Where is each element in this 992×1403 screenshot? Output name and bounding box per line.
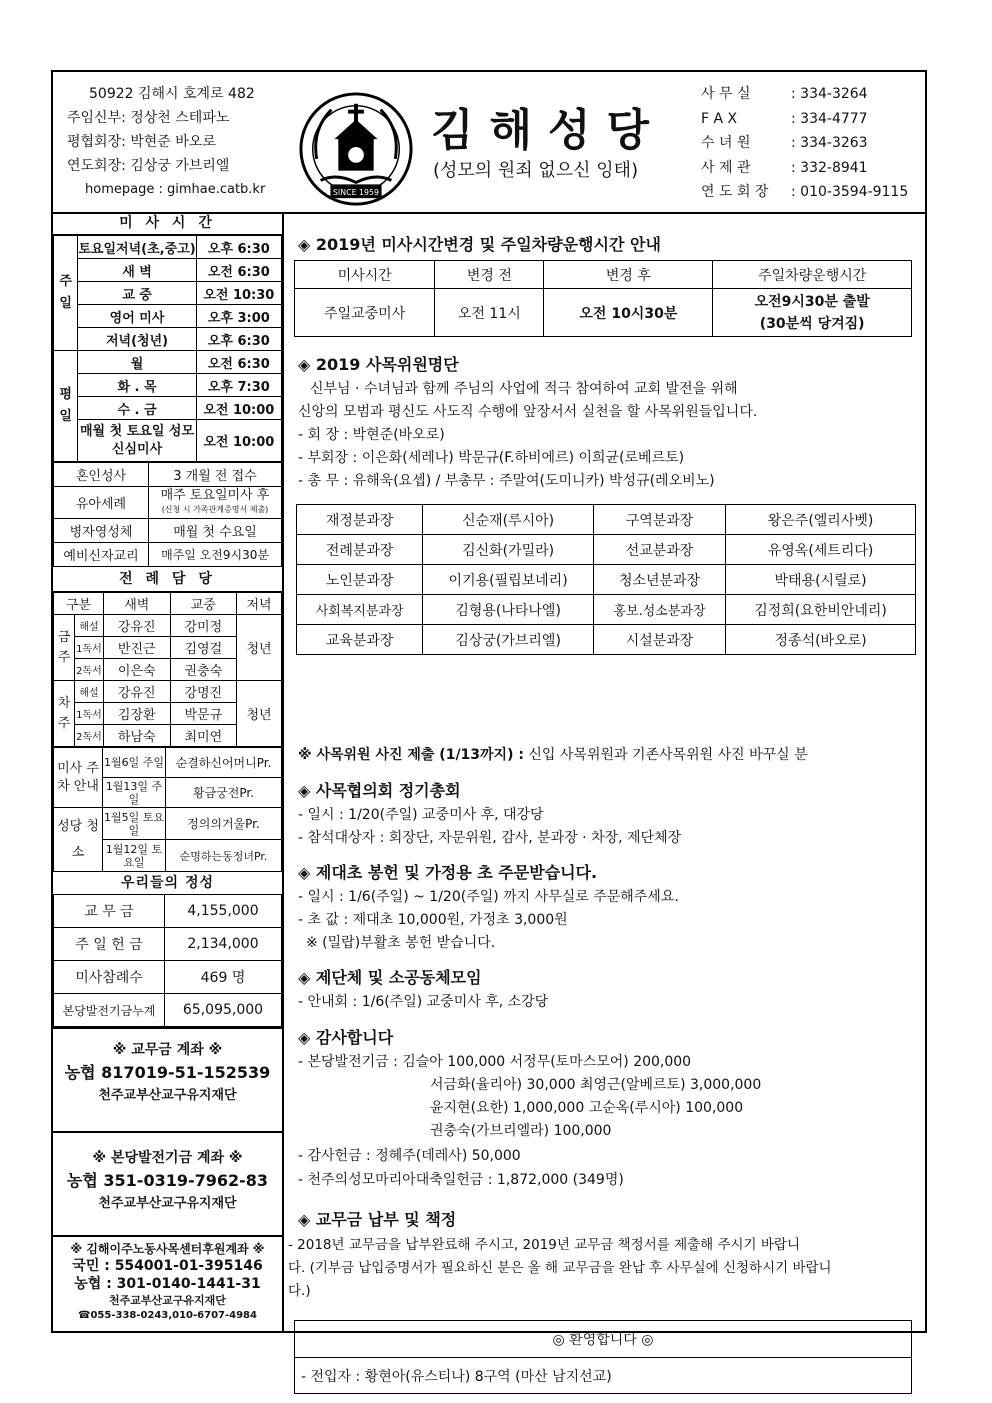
offering-table [53,894,282,1027]
duty-group: 정의의거울Pr. [166,808,282,840]
paragraph: - 2018년 교무금을 납부완료해 주시고, 2019년 교무금 책정서를 제출해 주시기 바랍니 [288,1237,801,1253]
paragraph: 다.) [288,1283,311,1299]
duty-group: 순명하는동정녀Pr. [166,840,282,872]
mass-name: 화 . 목 [78,374,196,397]
contact-value: : 010-3594-9115 [791,184,909,200]
paragraph: - 총 무 : 유해욱(요셉) / 부총무 : 주말여(도미니카) 박성규(레오비노) [298,473,715,489]
mass-name: 교 중 [78,282,196,305]
liturgy-head: 새벽 [104,593,171,615]
sacrament-value: 3 개월 전 접수 [149,463,282,487]
contact-row [701,107,908,132]
account-title: ※ 본당발전기금 계좌 ※ [92,1150,243,1166]
account-owner: 천주교부산교구유지재단 [109,1294,226,1307]
liturgy-person: 강유진 [104,681,171,703]
contact-list [701,82,908,205]
liturgy-person: 이은숙 [104,659,171,681]
table-cell: 오전9시30분 출발 [754,293,870,310]
liturgy-evening: 청년 [237,615,282,681]
offering-value: 2,134,000 [165,928,282,961]
paragraph: - 일시 : 1/6(주일) ~ 1/20(주일) 까지 사무실로 주문해주세요. [298,889,679,905]
sacrament-value: 매주일 오전9시30분 [149,543,282,567]
paragraph: - 천주의성모마리아대축일헌금 : 1,872,000 (349명) [298,1172,624,1188]
liturgy-role: 해설 [75,681,104,703]
parish-address: 50922 김해시 호계로 482 [89,86,255,102]
section-title: ◈ 2019 사목위원명단 [298,355,459,374]
liturgy-person: 박문규 [170,703,237,725]
liturgy-role: 1독서 [75,703,104,725]
duty-group: 황금궁전Pr. [166,778,282,808]
duty-date: 1월13일 주일 [103,778,166,808]
paragraph: - 부회장 : 이은화(세레나) 박문규(F.하비에르) 이희균(로베르토) [298,450,685,466]
liturgy-evening: 청년 [237,681,282,747]
mass-time: 오전 10:00 [196,420,281,462]
paragraph: - 회 장 : 박현준(바오로) [298,427,445,443]
liturgy-person: 권충숙 [170,659,237,681]
paragraph: 다. (기부금 납입증명서가 필요하신 분은 올 해 교무금을 완납 후 사무실에 신청하시기 바랍니 [288,1260,832,1276]
duty-date: 1월5일 토요일 [103,808,166,840]
account-box-dues [53,1027,282,1131]
contact-value: : 334-4777 [791,110,868,127]
table-cell: 교육분과장 [297,625,423,655]
parish-info [67,82,265,202]
liturgy-role: 2독서 [75,725,104,747]
bulletin-header [53,72,925,214]
sacrament-name: 병자영성체 [54,519,149,543]
table-cell: 노인분과장 [297,565,423,595]
parish-pastor: 주임신부: 정상천 스테파노 [67,110,230,126]
section-title: ◈ 제대초 봉헌 및 가정용 초 주문받습니다. [298,863,598,882]
contact-label: 연 도 회 장 [701,184,769,200]
table-cell: (30분씩 당겨짐) [759,315,865,332]
mass-name: 매월 첫 토요일 성모신심미사 [78,420,196,462]
table-cell: 오전 11시 [435,289,544,337]
sacraments-table [53,462,282,567]
parking-label: 미사 주차 안내 [54,748,103,808]
duty-table [53,747,282,872]
liturgy-head: 저녁 [237,593,282,615]
mass-name: 토요일저녁(초,중고) [78,236,196,259]
offering-value: 4,155,000 [165,895,282,928]
photo-note-text: 신입 사목위원과 기존사목위원 사진 바꾸실 분 [528,747,808,763]
table-header: 변경 전 [435,261,544,289]
table-cell: 정종석(바오로) [726,625,916,655]
contact-row [701,156,908,181]
liturgy-table [53,592,282,747]
liturgy-person: 최미연 [170,725,237,747]
bulletin-subtitle: (성모의 원죄 없으신 잉태) [433,160,639,181]
section-title: ◈ 사목협의회 정기총회 [298,781,461,800]
liturgy-role: 해설 [75,615,104,637]
parish-logo-icon [297,90,415,208]
mass-name: 저녁(청년) [78,328,196,351]
liturgy-head: 교중 [170,593,237,615]
liturgy-week: 차주 [54,681,75,747]
table-header: 주일차량운행시간 [713,261,912,289]
mass-change-table [294,260,912,337]
mass-time: 오전 10:30 [196,282,281,305]
contact-label: 사 무 실 [701,86,751,102]
account-line: 농협 : 301-0140-1441-31 [74,1276,261,1292]
bulletin-title: 김해성당 [431,105,666,156]
table-cell: 사회복지분과장 [297,595,423,625]
table-cell: 오전 10시30분 [544,289,713,337]
offering-name: 본당발전기금누계 [54,994,165,1027]
mass-time: 오후 3:00 [196,305,281,328]
offering-value: 469 명 [165,961,282,994]
parish-homepage: homepage : gimhae.catb.kr [85,182,266,197]
mass-time: 오후 7:30 [196,374,281,397]
contact-value: : 334-3264 [791,86,868,102]
liturgy-role: 2독서 [75,659,104,681]
account-phone: ☎055-338-0243,010-6707-4984 [78,1310,257,1321]
liturgy-person: 김장환 [104,703,171,725]
sacrament-name: 유아세례 [54,487,149,519]
section-title: ◈ 감사합니다 [298,1028,394,1047]
table-cell: 왕은주(엘리사벳) [726,505,916,535]
liturgy-person: 강유진 [104,615,171,637]
account-title: ※ 김해이주노동사목센터후원계좌 ※ [70,1242,265,1256]
account-number: 농협 351-0319-7962-83 [66,1171,269,1190]
liturgy-person: 하남숙 [104,725,171,747]
mass-time: 오후 6:30 [196,236,281,259]
offering-value: 65,095,000 [165,994,282,1027]
paragraph: 윤지현(요한) 1,000,000 고순옥(루시아) 100,000 [430,1100,744,1116]
account-box-center [53,1235,282,1323]
paragraph: - 참석대상자 : 회장단, 자문위원, 감사, 분과장 · 차장, 제단체장 [298,830,682,846]
paragraph: 신앙의 모범과 평신도 사도직 수행에 앞장서서 실천을 할 사목위원들입니다. [298,404,758,420]
table-cell: 김상궁(가브리엘) [423,625,594,655]
welcome-title: ◎ 환영합니다 ◎ [552,1332,654,1348]
left-column [53,212,284,1331]
mass-times-title: 미 사 시 간 [53,212,282,235]
paragraph: - 감사헌금 : 정혜주(데레사) 50,000 [298,1148,521,1164]
sacrament-name: 혼인성사 [54,463,149,487]
duty-date: 1월6일 주일 [103,748,166,778]
paragraph: - 초 값 : 제대초 10,000원, 가정초 3,000원 [298,912,568,928]
table-cell: 김형용(나타나엘) [423,595,594,625]
contact-row [701,131,908,156]
liturgy-person: 반진근 [104,637,171,659]
paragraph: 신부님 · 수녀님과 함께 주님의 사업에 적극 참여하여 교회 발전을 위해 [310,381,738,397]
table-cell: 구역분과장 [593,505,725,535]
duty-date: 1월12일 토요일 [103,840,166,872]
contact-row [701,180,908,205]
parish-council: 평협회장: 박현준 바오로 [67,134,216,150]
table-cell: 재정분과장 [297,505,423,535]
table-cell: 김신화(가밀라) [423,535,594,565]
account-title: ※ 교무금 계좌 ※ [112,1042,223,1058]
contact-value: : 332-8941 [791,159,868,176]
liturgy-person: 김영걸 [170,637,237,659]
welcome-box [294,1320,912,1394]
liturgy-person: 강명진 [170,681,237,703]
paragraph: 권충숙(가브리엘라) 100,000 [430,1123,612,1139]
paragraph: ※ (밀랍)부활초 봉헌 받습니다. [306,935,496,951]
account-owner: 천주교부산교구유지재단 [98,1088,237,1103]
mass-time: 오전 6:30 [196,351,281,374]
mass-name: 영어 미사 [78,305,196,328]
paragraph: - 본당발전기금 : 김슬아 100,000 서정무(토마스모어) 200,000 [298,1054,692,1070]
mass-name: 새 벽 [78,259,196,282]
paragraph: - 일시 : 1/20(주일) 교중미사 후, 대강당 [298,807,544,823]
sacrament-name: 예비신자교리 [54,543,149,567]
mass-time: 오전 10:00 [196,397,281,420]
contact-row [701,82,908,107]
table-cell: 이기용(필립보네리) [423,565,594,595]
contact-label: 사 제 관 [701,159,751,176]
liturgy-head: 구분 [54,593,104,615]
sacrament-note: (신청 시 가족관계증명서 제출) [161,504,269,514]
committee-table [296,504,916,655]
weekday-label: 평일 [54,351,78,462]
right-column [284,212,925,1385]
mass-time: 오후 6:30 [196,328,281,351]
sacrament-value: 매주 토요일미사 후 [160,487,270,503]
mass-times-table [53,235,282,462]
logo-since: SINCE 1959 [332,188,380,198]
account-number: 농협 817019-51-152539 [64,1063,271,1082]
mass-time: 오전 6:30 [196,259,281,282]
liturgy-title: 전 례 담 당 [53,567,282,592]
table-cell: 유영옥(세트리다) [726,535,916,565]
contact-label: 수 녀 원 [701,135,751,151]
cleaning-label: 성당 청소 [54,808,103,872]
section-title: ◈ 제단체 및 소공동체모임 [298,968,482,987]
table-cell: 김정희(요한비안네리) [726,595,916,625]
offering-name: 주 일 헌 금 [54,928,165,961]
welcome-line: - 전입자 : 황현아(유스티나) 8구역 (마산 남지선교) [295,1357,911,1386]
table-cell: 선교분과장 [593,535,725,565]
offering-name: 교 무 금 [54,895,165,928]
account-box-fund [53,1131,282,1235]
section-title: ◈ 교무금 납부 및 책정 [298,1210,457,1229]
liturgy-person: 강미정 [170,615,237,637]
liturgy-role: 1독서 [75,637,104,659]
table-cell: 주일교중미사 [295,289,435,337]
table-cell: 시설분과장 [593,625,725,655]
mass-name: 수 . 금 [78,397,196,420]
photo-note-label: ※ 사목위원 사진 제출 (1/13까지) : [298,747,524,763]
bulletin-frame [51,70,927,1385]
sunday-label: 주일 [54,236,78,351]
table-cell: 전례분과장 [297,535,423,565]
sacrament-value: 매월 첫 수요일 [149,519,282,543]
account-owner: 천주교부산교구유지재단 [98,1196,237,1211]
liturgy-week: 금주 [54,615,75,681]
parish-senior: 연도회장: 김상궁 가브리엘 [67,158,230,174]
offering-name: 미사참례수 [54,961,165,994]
section-title: ◈ 2019년 미사시간변경 및 주일차량운행시간 안내 [298,235,661,254]
duty-group: 순결하신어머니Pr. [166,748,282,778]
contact-label: F A X [701,110,738,127]
paragraph: 서금화(율리아) 30,000 최영근(알베르토) 3,000,000 [430,1077,762,1093]
offering-title: 우리들의 정성 [120,875,215,891]
table-cell: 박태용(시릴로) [726,565,916,595]
account-line: 국민 : 554001-01-395146 [72,1258,263,1274]
table-cell: 청소년분과장 [593,565,725,595]
table-cell: 신순재(루시아) [423,505,594,535]
table-header: 미사시간 [295,261,435,289]
mass-name: 월 [78,351,196,374]
table-cell: 홍보.성소분과장 [593,595,725,625]
table-header: 변경 후 [544,261,713,289]
photo-note [298,744,808,764]
paragraph: - 안내회 : 1/6(주일) 교중미사 후, 소강당 [298,994,549,1010]
contact-value: : 334-3263 [791,135,868,151]
